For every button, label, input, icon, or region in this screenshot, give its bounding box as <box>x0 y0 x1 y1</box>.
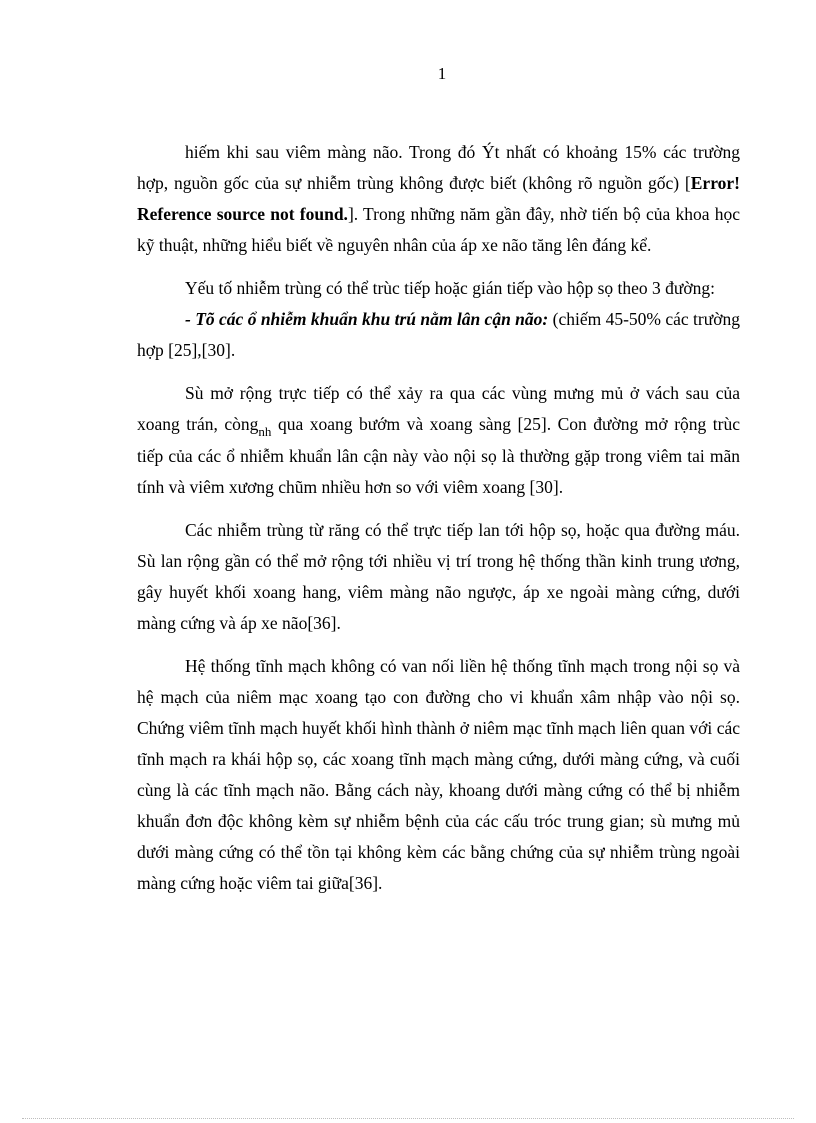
page-bottom-rule <box>22 1118 794 1119</box>
paragraph-4-text-a: Sù mở rộng trực tiếp có thể xảy ra qua các vùng mưng mủ ở vách sau của xoang trán, còng <box>137 383 740 434</box>
paragraph-5: Các nhiễm trùng từ răng có thể trực tiếp lan tới hộp sọ, hoặc qua đường máu. Sù lan rộng gần có thể mở rộng tới nhiều vị trí trong hệ thống thần kinh trung ương, gây huyết khối xoang hang, viêm màng não ngược, áp xe ngoài màng cứng, dưới màng cứng và áp xe não[36]. <box>137 520 740 633</box>
paragraph-1 <box>137 137 740 261</box>
paragraph-4 <box>137 378 740 503</box>
paragraph-3-text: (chiếm 45-50% các trường hợp [25],[30]. <box>137 309 740 360</box>
paragraph-1-text-b: ]. Trong những năm gần đây, nhờ tiến bộ của khoa học kỹ thuật, những hiểu biết về nguyên nhân của áp xe não tăng lên đáng kể. <box>137 204 740 255</box>
section-heading-inline: - Tõ các ổ nhiễm khuẩn khu trú nằm lân cận não: <box>185 309 549 329</box>
paragraph-6: Hệ thống tĩnh mạch không có van nối liền hệ thống tĩnh mạch trong nội sọ và hệ mạch của niêm mạc xoang tạo con đường cho vi khuẩn xâm nhập vào nội sọ. Chứng viêm tĩnh mạch huyết khối hình thành ở niêm mạc tĩnh mạch liên quan với các tĩnh mạch ra khái hộp sọ, các xoang tĩnh mạch màng cứng, dưới màng cứng, và cuối cùng là các tĩnh mạch não. Bằng cách này, khoang dưới màng cứng có thể bị nhiễm khuẩn đơn độc không kèm sự nhiễm bệnh của các cấu tróc trung gian; sù mưng mủ dưới màng cứng có thể tồn tại không kèm các bằng chứng của sự nhiễm trùng ngoài màng cứng hoặc viêm tai giữa[36]. <box>137 656 740 893</box>
paragraph-3 <box>137 304 740 366</box>
document-body <box>137 137 740 899</box>
stray-small-text: nh <box>258 424 272 439</box>
page-number: 1 <box>437 64 447 83</box>
paragraph-4-text-b: qua xoang bướm và xoang sàng [25]. Con đường mở rộng trùc tiếp của các ổ nhiễm khuẩn lân cận này vào nội sọ là thường gặp trong viêm tai mãn tính và viêm xương chũm nhiều hơn so với viêm xoang [30]. <box>137 414 741 497</box>
paragraph-2: Yếu tố nhiễm trùng có thể trùc tiếp hoặc gián tiếp vào hộp sọ theo 3 đường: <box>185 278 716 298</box>
reference-error-text: Error! Reference source not found. <box>137 173 740 224</box>
paragraph-1-text-a: hiếm khi sau viêm màng não. Trong đó Ýt nhất có khoảng 15% các trường hợp, nguồn gốc của sự nhiễm trùng không được biết (không rõ nguồn gốc) [ <box>137 142 740 193</box>
